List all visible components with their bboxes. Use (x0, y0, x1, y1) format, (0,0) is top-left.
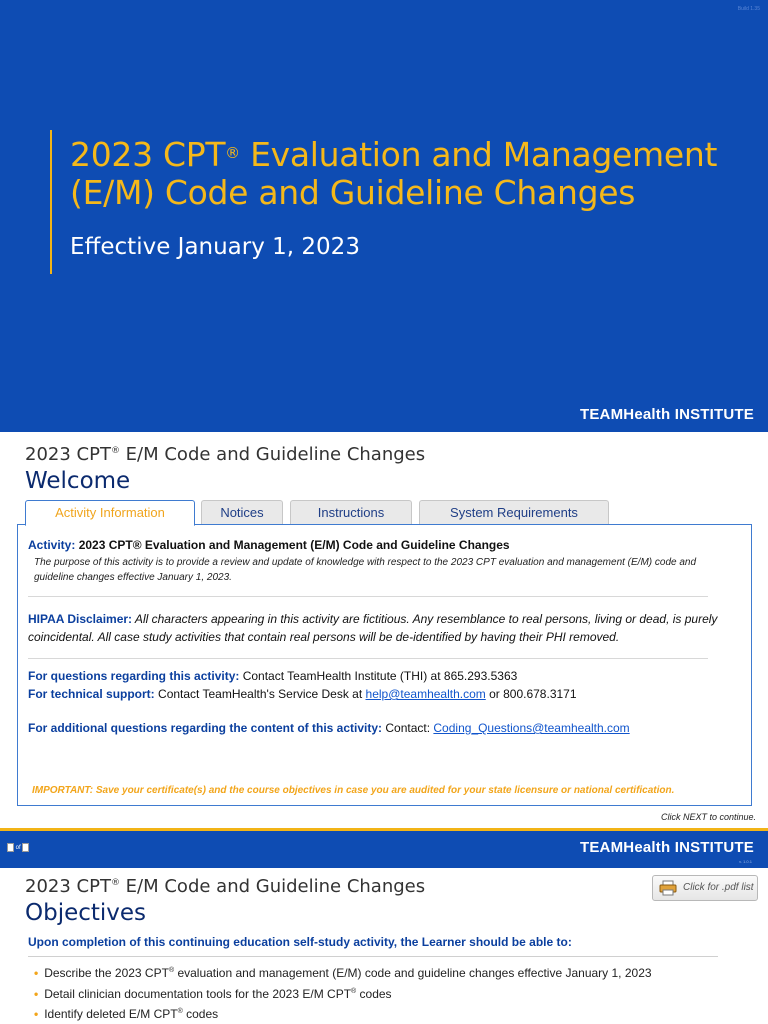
activity-value: 2023 CPT® Evaluation and Management (E/M) Code and Guideline Changes (78, 538, 510, 552)
tab-activity-information[interactable]: Activity Information (25, 500, 195, 526)
logo-team: TEAM (579, 406, 624, 423)
bullet-icon: • (34, 987, 39, 1001)
title-line1-pre: 2023 CPT (70, 135, 226, 174)
tab-instructions[interactable]: Instructions (290, 500, 412, 525)
reg-mark: ® (168, 967, 175, 974)
title-reg-mark: ® (225, 144, 240, 162)
build-number: Build 1.35 (737, 6, 760, 12)
course-reg-mark: ® (110, 446, 120, 456)
activity-label: Activity: (28, 538, 76, 552)
hipaa-label: HIPAA Disclaimer: (28, 612, 133, 626)
hipaa-disclaimer (28, 610, 738, 646)
objective-item (34, 1007, 734, 1021)
teamhealth-logo (580, 839, 754, 856)
objective-text: Describe the 2023 CPT (44, 966, 169, 980)
questions-text: Contact TeamHealth Institute (THI) at 865.293.5363 (239, 669, 518, 683)
objective-text: codes (182, 1007, 219, 1021)
objective-text: Detail clinician documentation tools for the 2023 E/M CPT (44, 987, 352, 1001)
divider (28, 596, 708, 597)
activity-information-panel (17, 524, 752, 806)
logo-health: Health (623, 839, 671, 856)
objectives-lead: Upon completion of this continuing education self-study activity, the Learner should be able to: (28, 935, 572, 949)
course-title-pre: 2023 CPT (25, 444, 111, 465)
version-label: v. 1.0.1 (739, 859, 752, 864)
course-title (25, 444, 425, 465)
title-accent-rule (50, 130, 52, 274)
questions-label: For questions regarding this activity: (28, 669, 240, 683)
objective-item (34, 966, 734, 980)
objectives-slide (0, 870, 768, 1024)
logo-health: Health (623, 406, 671, 423)
divider (28, 658, 708, 659)
pdf-list-button[interactable] (652, 875, 758, 901)
objective-text: evaluation and management (E/M) code and guideline changes effective January 1, 2023 (174, 966, 652, 980)
player-nav-bar (0, 828, 768, 868)
next-hint: Click NEXT to continue. (660, 812, 756, 822)
activity-purpose: The purpose of this activity is to provide a review and update of knowledge with respect to the 2023 CPT evaluation and management (E/M) code and guideline changes effective January 1, 2023. (34, 557, 697, 583)
course-title-pre: 2023 CPT (25, 876, 111, 897)
title-slide (0, 0, 768, 432)
tech-label: For technical support: (28, 687, 155, 701)
course-title-post: E/M Code and Guideline Changes (119, 876, 426, 897)
tech-text: Contact TeamHealth's Service Desk at (154, 687, 366, 701)
printer-icon (659, 880, 677, 896)
teamhealth-logo (580, 406, 754, 423)
page-indicator (7, 843, 29, 852)
reg-mark: ® (177, 1008, 183, 1015)
help-email-link[interactable]: help@teamhealth.com (365, 687, 486, 701)
title-line1-post: Evaluation and Management (239, 135, 718, 174)
additional-text: Contact: (382, 721, 434, 735)
pdf-button-label: Click for .pdf list (683, 882, 754, 893)
logo-team: TEAM (579, 839, 624, 856)
current-page-box[interactable] (7, 843, 14, 852)
course-reg-mark: ® (110, 878, 120, 888)
tab-notices[interactable]: Notices (201, 500, 283, 525)
tech-support-line (28, 687, 577, 701)
objective-item (34, 987, 734, 1001)
slide-subtitle: Effective January 1, 2023 (70, 234, 360, 260)
title-line2: (E/M) Code and Guideline Changes (70, 173, 636, 212)
objective-text: codes (356, 987, 392, 1001)
page-title: Objectives (25, 900, 147, 926)
bullet-icon: • (34, 1007, 39, 1021)
page-title: Welcome (25, 468, 131, 494)
additional-label: For additional questions regarding the content of this activity: (28, 721, 383, 735)
slide-title (70, 136, 760, 212)
welcome-slide (0, 436, 768, 868)
tab-system-requirements[interactable]: System Requirements (419, 500, 609, 525)
logo-institute: INSTITUTE (670, 839, 754, 856)
course-title (25, 876, 425, 897)
total-page-box (22, 843, 29, 852)
pager-of: of (15, 845, 21, 852)
tech-phone: or 800.678.3171 (485, 687, 577, 701)
bullet-icon: • (34, 966, 39, 980)
divider (28, 956, 718, 957)
activity-line (28, 538, 510, 552)
coding-email-link[interactable]: Coding_Questions@teamhealth.com (433, 721, 630, 735)
additional-questions-line (28, 721, 630, 735)
important-notice: IMPORTANT: Save your certificate(s) and the course objectives in case you are audited for your state licensure or national certification. (32, 785, 675, 796)
objective-text: Identify deleted E/M CPT (44, 1007, 178, 1021)
reg-mark: ® (351, 988, 357, 995)
hipaa-text: All characters appearing in this activity are fictitious. Any resemblance to real persons, living or dead, is purely coincidental. All case study activities that contain real persons will be de-identified by having their PHI removed. (28, 612, 718, 644)
logo-institute: INSTITUTE (670, 406, 754, 423)
questions-line (28, 669, 517, 683)
course-title-post: E/M Code and Guideline Changes (119, 444, 426, 465)
